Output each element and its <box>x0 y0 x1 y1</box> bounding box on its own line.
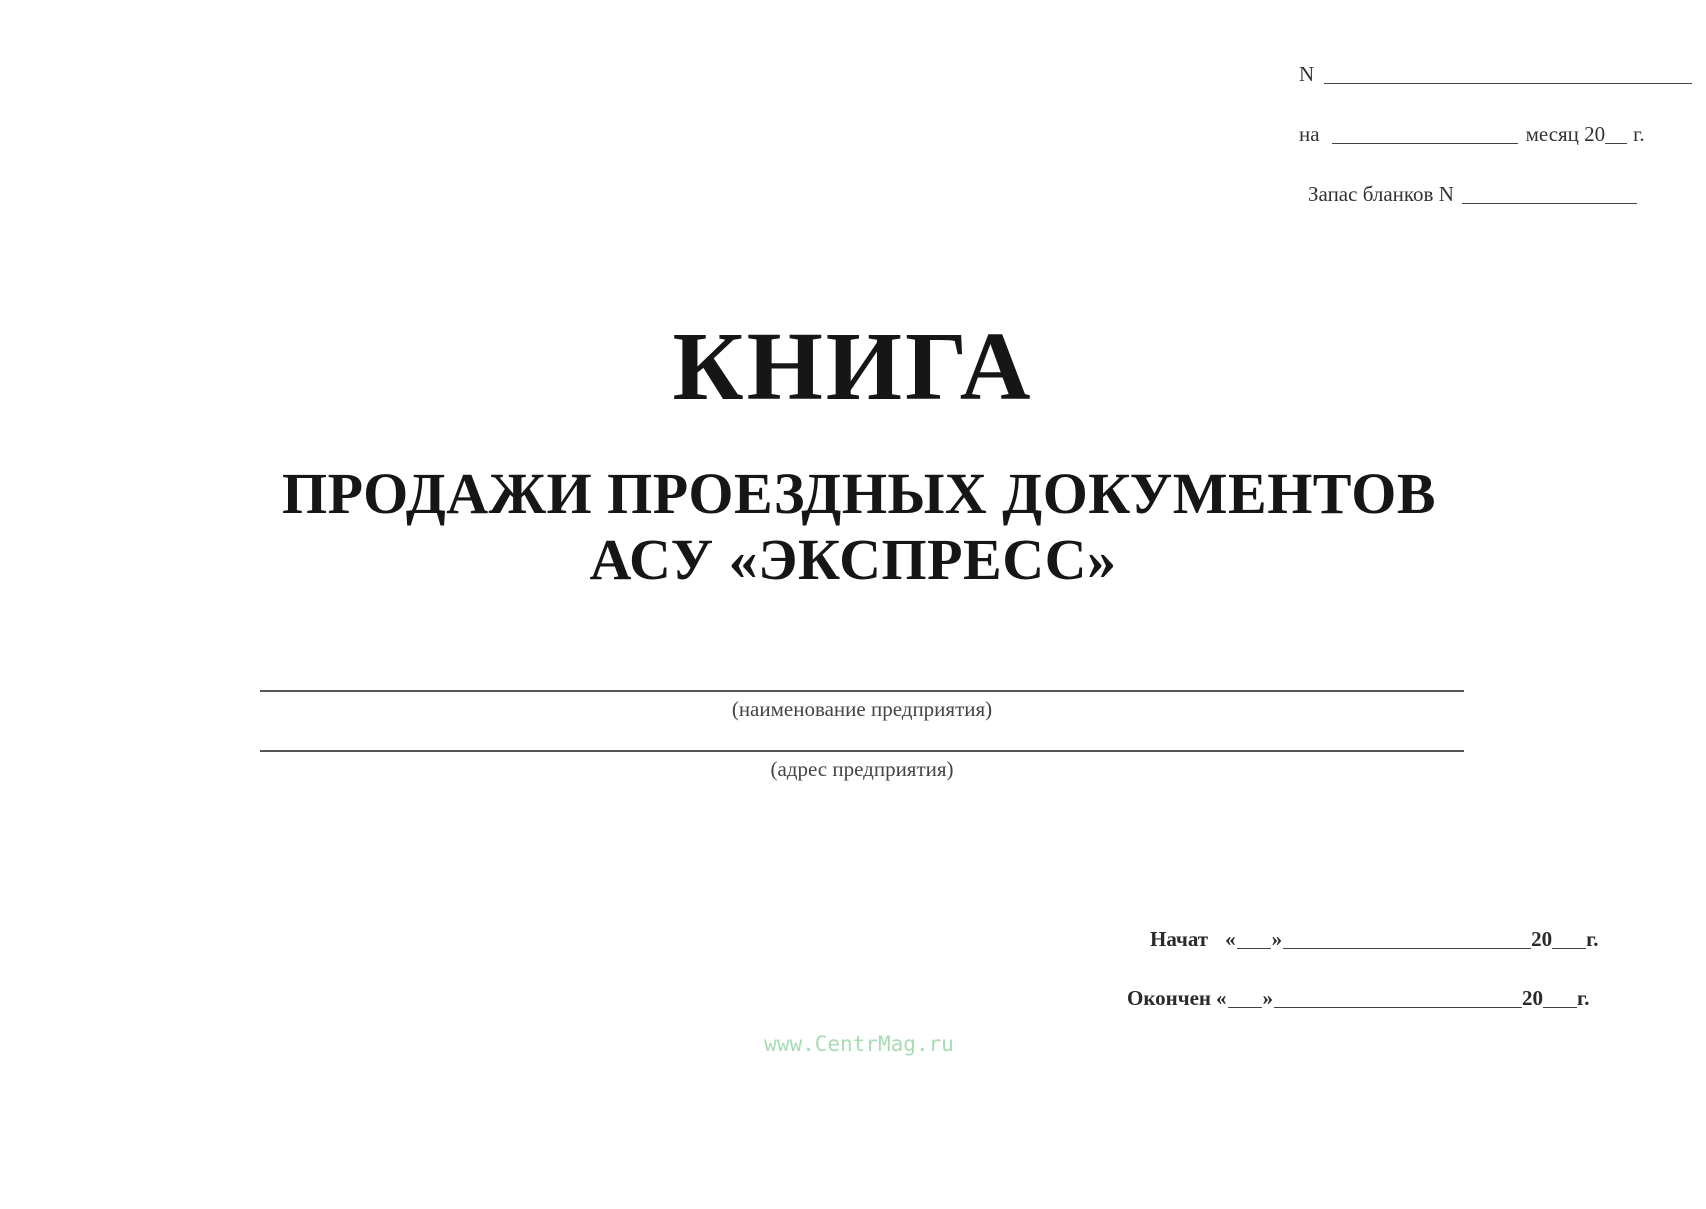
month-prefix: на <box>1299 122 1320 146</box>
enterprise-name-line <box>260 690 1464 692</box>
started-day-blank <box>1237 930 1271 949</box>
month-suffix: месяц 20 <box>1525 122 1606 146</box>
stock-line <box>1308 182 1637 207</box>
stock-blank <box>1462 185 1637 204</box>
document-subtitle-line2: АСУ «ЭКСПРЕСС» <box>589 527 1117 592</box>
started-year-blank <box>1552 930 1586 949</box>
started-date-row <box>1150 927 1599 952</box>
quote-close: » <box>1262 986 1274 1010</box>
finished-label: Окончен <box>1127 986 1212 1010</box>
quote-open: « <box>1216 986 1227 1010</box>
document-subtitle-line1: ПРОДАЖИ ПРОЕЗДНЫХ ДОКУМЕНТОВ <box>281 461 1437 526</box>
started-year-suffix: г. <box>1586 927 1599 951</box>
finished-year-blank <box>1543 989 1577 1008</box>
finished-century: 20 <box>1522 986 1544 1010</box>
month-blank <box>1332 125 1518 144</box>
finished-date-row <box>1127 986 1589 1011</box>
finished-month-blank <box>1274 989 1522 1008</box>
quote-open: « <box>1225 927 1236 951</box>
month-year-suffix: г. <box>1633 122 1645 146</box>
finished-day-blank <box>1228 989 1262 1008</box>
register-number-blank <box>1324 65 1692 84</box>
watermark-text: www.CentrMag.ru <box>764 1032 954 1056</box>
enterprise-address-line <box>260 750 1464 752</box>
register-number-line <box>1299 62 1692 87</box>
started-label: Начат <box>1150 927 1209 951</box>
register-month-line <box>1299 122 1645 147</box>
stock-label: Запас бланков N <box>1308 182 1454 206</box>
started-century: 20 <box>1531 927 1553 951</box>
register-number-label: N <box>1299 62 1315 86</box>
started-month-blank <box>1283 930 1531 949</box>
finished-year-suffix: г. <box>1577 986 1590 1010</box>
enterprise-name-caption: (наименование предприятия) <box>731 697 993 721</box>
quote-close: » <box>1271 927 1283 951</box>
enterprise-address-caption: (адрес предприятия) <box>770 757 954 781</box>
document-title: КНИГА <box>672 313 1034 421</box>
year-blank <box>1605 125 1627 144</box>
